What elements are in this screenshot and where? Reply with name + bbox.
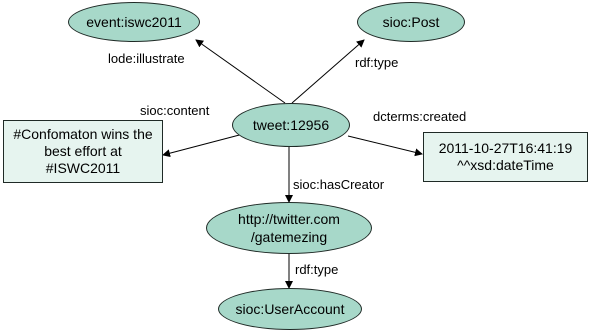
- edge-type-post: [292, 40, 364, 103]
- edge-label-created: dcterms:created: [373, 109, 467, 124]
- node-twitter-account: http://twitter.com /gatemezing: [206, 202, 372, 254]
- edge-illustrate: [196, 40, 285, 103]
- edge-label-type-account: rdf:type: [295, 262, 339, 277]
- literal-created: 2011-10-27T16:41:19 ^^xsd:dateTime: [423, 132, 588, 182]
- node-post: sioc:Post: [357, 2, 465, 42]
- literal-content: #Confomaton wins the best effort at #ISWC2011: [3, 120, 163, 183]
- edge-label-illustrate: lode:illustrate: [108, 51, 185, 66]
- edge-label-type-post: rdf:type: [355, 55, 399, 70]
- edge-content: [163, 133, 247, 155]
- node-tweet: tweet:12956: [232, 103, 350, 147]
- edge-created: [348, 136, 422, 154]
- node-user-account: sioc:UserAccount: [218, 288, 362, 330]
- edge-label-content: sioc:content: [140, 103, 210, 118]
- node-event: event:iswc2011: [68, 2, 200, 42]
- edge-label-has-creator: sioc:hasCreator: [293, 177, 385, 192]
